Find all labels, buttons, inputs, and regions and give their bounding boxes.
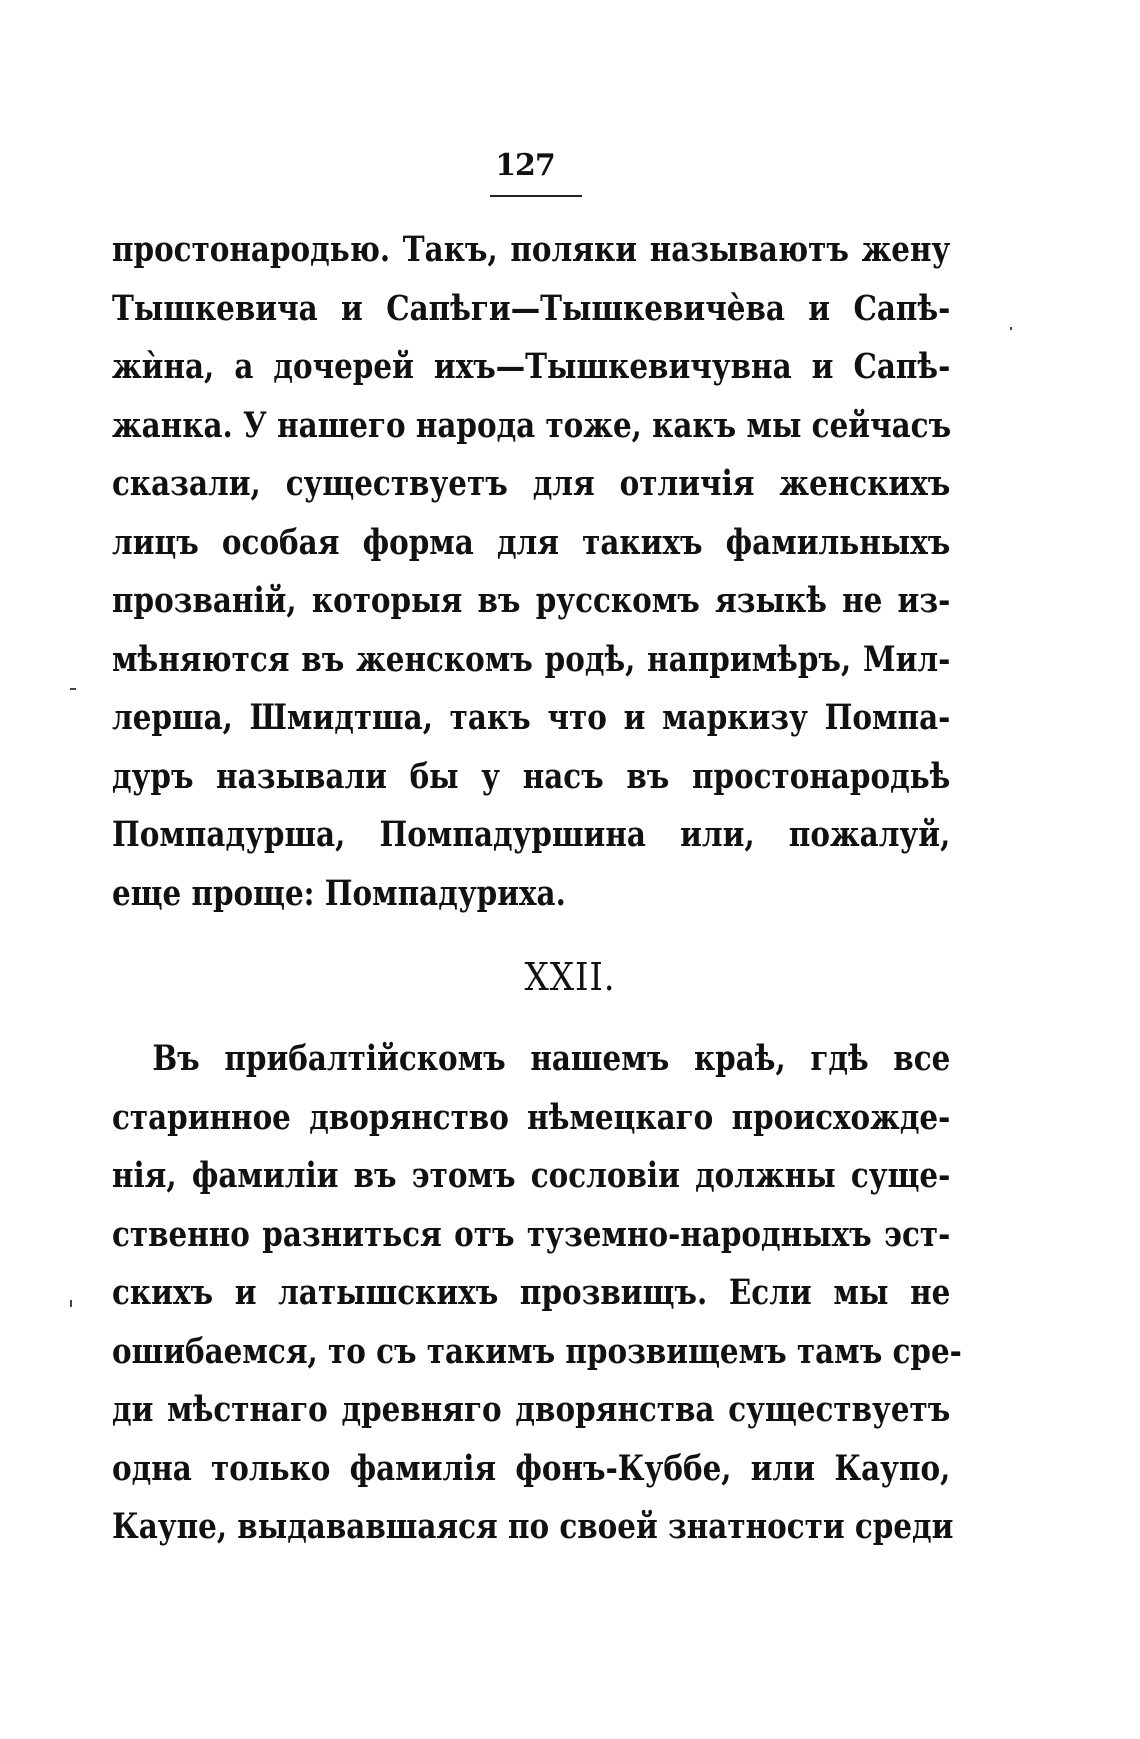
text-line: Тышкевича и Сапѣги—Тышкевичѐва и Сапѣ- bbox=[112, 287, 951, 329]
section-heading: XXII. bbox=[524, 955, 616, 999]
text-line: ошибаемся, то съ такимъ прозвищемъ тамъ сре- bbox=[112, 1330, 962, 1372]
text-line: жанка. У нашего народа тоже, какъ мы сейчасъ bbox=[112, 404, 952, 446]
paragraph-1 bbox=[112, 221, 950, 923]
text-line: ди мѣстнаго древняго дворянства существуетъ bbox=[112, 1389, 951, 1430]
scan-speck bbox=[1010, 327, 1012, 330]
text-line: лерша, Шмидтша, такъ что и маркизу Помпа- bbox=[112, 697, 951, 738]
text-line: старинное дворянство нѣмецкаго происхожде- bbox=[112, 1096, 951, 1138]
text-line: ственно разниться отъ туземно-народныхъ эст- bbox=[112, 1213, 951, 1255]
text-line: лицъ особая форма для такихъ фамильныхъ bbox=[112, 521, 951, 563]
text-line: дуръ называли бы у насъ въ простонародьѣ bbox=[112, 755, 951, 797]
text-line: Помпадурша, Помпадуршина или, пожалуй, bbox=[112, 814, 951, 855]
page-number: 127 bbox=[495, 148, 555, 183]
paragraph-2 bbox=[112, 1030, 962, 1557]
text-line: одна только фамилія фонъ-Куббе, или Каупо, bbox=[112, 1447, 951, 1489]
text-line: сказали, существуетъ для отличія женскихъ bbox=[112, 463, 951, 504]
text-line: прозваній, которыя въ русскомъ языкѣ не из- bbox=[112, 580, 951, 621]
text-line: простонародью. Такъ, поляки называютъ жену bbox=[112, 229, 951, 270]
page-number-rule bbox=[490, 195, 582, 197]
text-line: мѣняются въ женскомъ родѣ, напримѣръ, Мил- bbox=[112, 638, 951, 680]
text-line: Въ прибалтійскомъ нашемъ краѣ, гдѣ все bbox=[152, 1038, 951, 1079]
scan-speck bbox=[70, 1300, 72, 1307]
text-line: жѝна, а дочерей ихъ—Тышкевичувна и Сапѣ- bbox=[112, 346, 951, 387]
scan-speck bbox=[70, 688, 76, 690]
text-line: скихъ и латышскихъ прозвищъ. Если мы не bbox=[112, 1272, 951, 1313]
text-line: Каупе, выдававшаяся по своей знатности среди bbox=[112, 1506, 954, 1547]
text-line: нія, фамиліи въ этомъ сословіи должны суще- bbox=[112, 1155, 951, 1196]
text-line: еще проще: Помпадуриха. bbox=[112, 872, 566, 914]
